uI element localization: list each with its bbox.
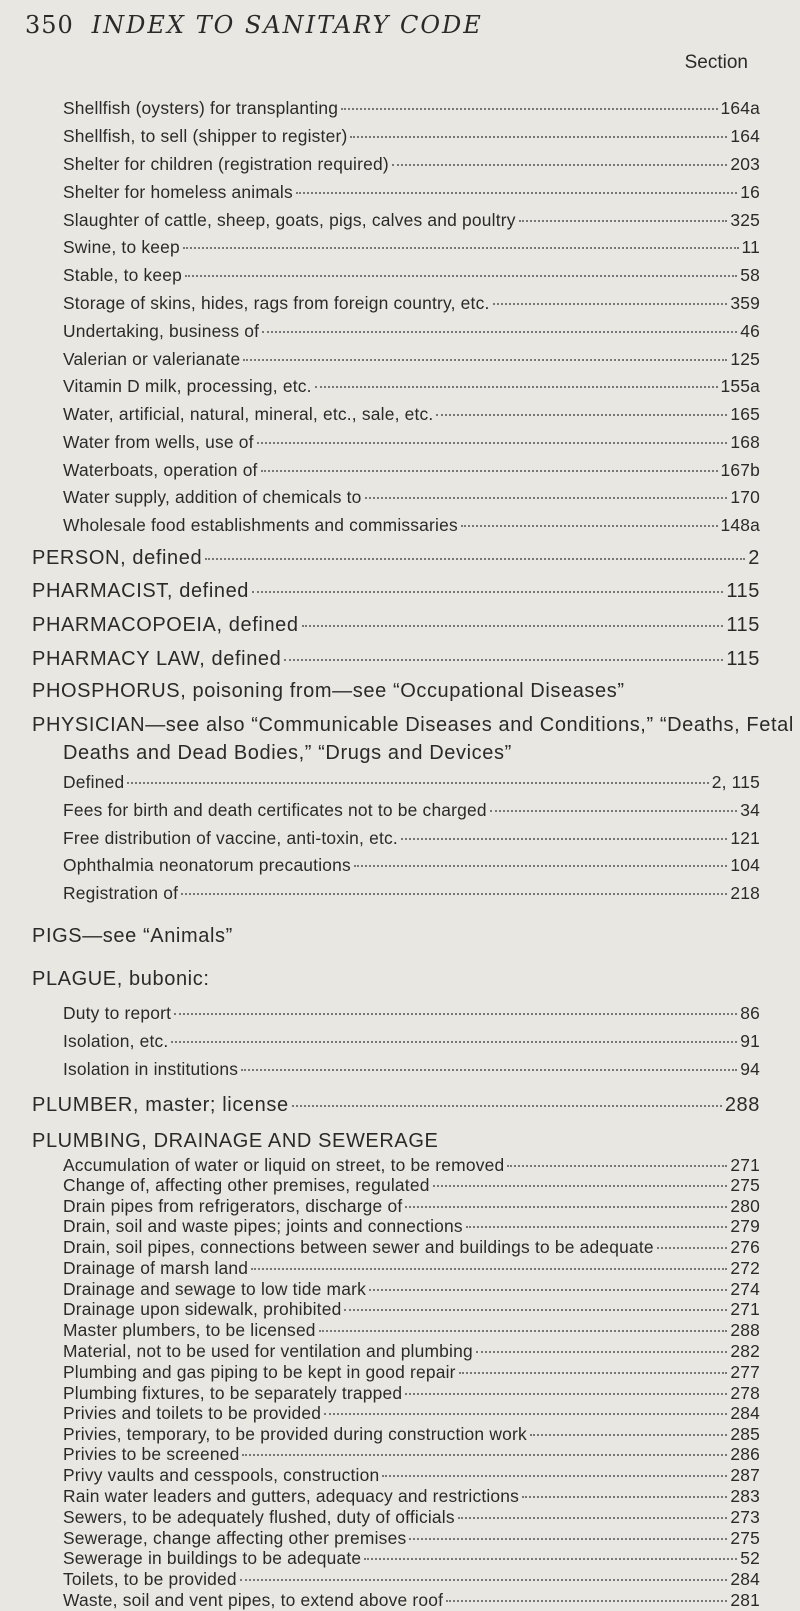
entry-section-number: 121 — [730, 828, 760, 848]
leader-dots — [458, 1517, 728, 1519]
entry-section-number: 115 — [726, 580, 760, 602]
entry-text: Shellfish, to sell (shipper to register) — [63, 126, 348, 146]
entry-section-number: 284 — [730, 1568, 760, 1589]
running-head — [25, 0, 785, 50]
entry-text: Undertaking, business of — [63, 321, 260, 341]
index-entry — [63, 1341, 760, 1362]
index-entry — [63, 1403, 760, 1424]
leader-dots — [241, 1069, 737, 1071]
index-entry — [63, 321, 760, 342]
index-entry — [63, 1590, 760, 1611]
leader-dots — [284, 659, 723, 661]
entry-section-number: 325 — [730, 210, 760, 230]
index-entry — [63, 1059, 760, 1080]
leader-dots — [461, 525, 718, 527]
leader-dots — [530, 1434, 728, 1436]
index-heading: PHYSICIAN—see also “Communicable Diseases and Conditions,” “Deaths, Fetal — [32, 714, 794, 736]
index-entry — [63, 1237, 760, 1258]
entry-section-number: 155a — [720, 376, 760, 396]
leader-dots — [519, 220, 728, 222]
entry-text: Shellfish (oysters) for transplanting — [63, 98, 339, 118]
leader-dots — [350, 136, 727, 138]
entry-section-number: 276 — [730, 1237, 760, 1258]
entry-text: Slaughter of cattle, sheep, goats, pigs, calves and poultry — [63, 210, 516, 230]
leader-dots — [409, 1538, 727, 1540]
index-entry — [32, 547, 760, 570]
leader-dots — [344, 1309, 727, 1311]
entry-section-number: 285 — [730, 1424, 760, 1445]
entry-text: Change of, affecting other premises, regulated — [63, 1174, 430, 1195]
entry-section-number: 271 — [730, 1299, 760, 1320]
entry-section-number: 272 — [730, 1258, 760, 1279]
leader-dots — [405, 1393, 727, 1395]
section-column-heading: Section — [684, 52, 748, 73]
entry-text: PHARMACOPOEIA, defined — [32, 614, 299, 636]
leader-dots — [181, 893, 727, 895]
entry-text: Drain, soil and waste pipes; joints and connections — [63, 1216, 463, 1237]
entry-text: Rain water leaders and gutters, adequacy and restrictions — [63, 1486, 520, 1507]
entry-text: Privies to be screened — [63, 1444, 240, 1465]
index-entry — [63, 1031, 760, 1052]
entry-section-number: 288 — [730, 1319, 760, 1340]
entry-text: Master plumbers, to be licensed — [63, 1319, 316, 1340]
entry-section-number: 86 — [740, 1003, 760, 1023]
index-entry — [63, 487, 760, 508]
entry-text: Isolation in institutions — [63, 1059, 239, 1079]
leader-dots — [490, 810, 737, 812]
entry-section-number: 115 — [726, 648, 760, 670]
index-entry — [63, 1196, 760, 1217]
index-entry — [63, 772, 760, 793]
entry-section-number: 125 — [730, 349, 760, 369]
entry-section-number: 164 — [730, 126, 760, 146]
index-entry — [63, 98, 760, 119]
entry-section-number: 164a — [720, 98, 760, 118]
index-entry — [32, 614, 760, 637]
entry-section-number: 275 — [730, 1174, 760, 1195]
index-entry — [63, 800, 760, 821]
index-entry — [63, 1299, 760, 1320]
leader-dots — [436, 414, 727, 416]
entry-text: Material, not to be used for ventilation and plumbing — [63, 1340, 473, 1361]
leader-dots — [493, 303, 728, 305]
leader-dots — [185, 275, 737, 277]
leader-dots — [476, 1351, 728, 1353]
leader-dots — [171, 1041, 737, 1043]
entry-section-number: 104 — [730, 855, 760, 875]
entry-text: Shelter for homeless animals — [63, 182, 293, 202]
entry-text: Waste, soil and vent pipes, to extend above roof — [63, 1589, 444, 1610]
entry-section-number: 288 — [724, 1094, 760, 1116]
index-entry — [63, 182, 760, 203]
entry-section-number: 2 — [748, 547, 760, 569]
index-entry — [63, 1383, 760, 1404]
leader-dots — [240, 1579, 728, 1581]
index-entry — [63, 883, 760, 904]
index-entry — [63, 828, 760, 849]
entry-text: PHARMACIST, defined — [32, 580, 250, 602]
entry-text: Fees for birth and death certificates not to be charged — [63, 800, 487, 820]
entry-section-number: 94 — [740, 1059, 760, 1079]
entry-text: Sewerage in buildings to be adequate — [63, 1547, 362, 1568]
leader-dots — [315, 386, 718, 388]
entry-section-number: 273 — [730, 1506, 760, 1527]
entry-section-number: 282 — [730, 1340, 760, 1361]
entry-section-number: 287 — [730, 1465, 760, 1486]
entry-text: PERSON, defined — [32, 547, 203, 569]
index-heading: Deaths and Dead Bodies,” “Drugs and Devices” — [63, 742, 512, 764]
leader-dots — [183, 247, 739, 249]
entry-text: Plumbing fixtures, to be separately trapped — [63, 1382, 403, 1403]
entry-text: Drainage and sewage to low tide mark — [63, 1279, 367, 1299]
entry-text: Drain pipes from refrigerators, discharge of — [63, 1195, 403, 1216]
index-heading: PLUMBING, DRAINAGE AND SEWERAGE — [32, 1130, 439, 1152]
entry-text: Defined — [63, 772, 125, 792]
entry-section-number: 16 — [740, 182, 760, 202]
entry-section-number: 283 — [730, 1486, 760, 1507]
entry-section-number: 170 — [730, 487, 760, 507]
entry-text: Wholesale food establishments and commissaries — [63, 515, 458, 535]
index-entry — [63, 1320, 760, 1341]
entry-section-number: 168 — [730, 432, 760, 452]
leader-dots — [261, 470, 718, 472]
entry-text: Water supply, addition of chemicals to — [63, 487, 362, 507]
entry-text: Shelter for children (registration required) — [63, 154, 389, 174]
leader-dots — [466, 1226, 728, 1228]
entry-text: Toilets, to be provided — [63, 1568, 237, 1589]
index-entry — [63, 1175, 760, 1196]
index-entry — [63, 1362, 760, 1383]
index-entry — [63, 349, 760, 370]
index-entry — [63, 265, 760, 286]
page-number: 350 — [25, 11, 74, 39]
entry-section-number: 280 — [730, 1195, 760, 1216]
index-entry — [63, 1155, 760, 1176]
entry-text: Drain, soil pipes, connections between sewer and buildings to be adequate — [63, 1237, 654, 1258]
index-entry — [63, 1003, 760, 1024]
index-entry — [63, 376, 760, 397]
leader-dots — [382, 1475, 727, 1477]
leader-dots — [433, 1185, 728, 1187]
leader-dots — [257, 442, 728, 444]
index-heading: PLAGUE, bubonic: — [32, 968, 210, 990]
entry-text: Swine, to keep — [63, 237, 180, 257]
leader-dots — [354, 865, 727, 867]
leader-dots — [174, 1013, 737, 1015]
leader-dots — [127, 782, 708, 784]
index-entry — [63, 1216, 760, 1237]
entry-section-number: 58 — [740, 265, 760, 285]
index-entry — [63, 1444, 760, 1465]
entry-text: Plumbing and gas piping to be kept in good repair — [63, 1361, 456, 1382]
index-entry — [63, 1528, 760, 1549]
leader-dots — [205, 558, 745, 560]
index-entry — [63, 126, 760, 147]
index-entry — [63, 460, 760, 481]
leader-dots — [341, 108, 717, 110]
index-entry — [63, 1424, 760, 1445]
index-entry — [63, 237, 760, 258]
leader-dots — [251, 1268, 727, 1270]
entry-text: Sewerage, change affecting other premises — [63, 1527, 407, 1548]
running-title: INDEX TO SANITARY CODE — [91, 11, 483, 39]
leader-dots — [242, 1454, 727, 1456]
entry-text: Registration of — [63, 883, 179, 903]
entry-section-number: 218 — [730, 883, 760, 903]
leader-dots — [446, 1600, 727, 1602]
leader-dots — [522, 1496, 727, 1498]
entry-section-number: 11 — [741, 237, 760, 257]
entry-text: Water from wells, use of — [63, 432, 254, 452]
entry-section-number: 115 — [726, 614, 760, 636]
entry-text: Drainage upon sidewalk, prohibited — [63, 1299, 342, 1320]
leader-dots — [369, 1289, 727, 1291]
entry-section-number: 278 — [730, 1382, 760, 1403]
leader-dots — [292, 1105, 722, 1107]
entry-text: Valerian or valerianate — [63, 349, 241, 369]
entry-section-number: 279 — [730, 1216, 760, 1237]
leader-dots — [302, 625, 724, 627]
entry-section-number: 203 — [730, 154, 760, 174]
index-entry — [63, 1507, 760, 1528]
index-entry — [63, 1279, 760, 1300]
entry-section-number: 274 — [730, 1279, 760, 1299]
entry-section-number: 46 — [740, 321, 760, 341]
index-entry — [63, 404, 760, 425]
entry-text: Accumulation of water or liquid on street, to be removed — [63, 1154, 505, 1175]
entry-section-number: 148a — [720, 515, 760, 535]
entry-text: Ophthalmia neonatorum precautions — [63, 855, 351, 875]
index-entry — [63, 1258, 760, 1279]
leader-dots — [324, 1413, 727, 1415]
index-heading: PIGS—see “Animals” — [32, 925, 233, 947]
entry-section-number: 2, 115 — [711, 772, 760, 792]
entry-text: Free distribution of vaccine, anti-toxin, etc. — [63, 828, 398, 848]
index-entry — [63, 1569, 760, 1590]
index-entry — [63, 1486, 760, 1507]
entry-section-number: 281 — [730, 1589, 760, 1610]
entry-text: Waterboats, operation of — [63, 460, 258, 480]
leader-dots — [405, 1206, 727, 1208]
entry-text: Isolation, etc. — [63, 1031, 169, 1051]
entry-section-number: 359 — [730, 293, 760, 313]
entry-text: Duty to report — [63, 1003, 172, 1023]
entry-section-number: 286 — [730, 1444, 760, 1465]
index-heading: PHOSPHORUS, poisoning from—see “Occupational Diseases” — [32, 680, 625, 702]
entry-text: Privies, temporary, to be provided during construction work — [63, 1424, 527, 1445]
index-entry — [32, 648, 760, 671]
entry-text: Storage of skins, hides, rags from foreign country, etc. — [63, 293, 490, 313]
entry-text: Sewers, to be adequately flushed, duty of officials — [63, 1506, 455, 1527]
leader-dots — [365, 497, 728, 499]
leader-dots — [401, 838, 727, 840]
entry-section-number: 275 — [730, 1527, 760, 1548]
leader-dots — [459, 1372, 728, 1374]
entry-section-number: 165 — [730, 404, 760, 424]
entry-section-number: 167b — [720, 460, 760, 480]
leader-dots — [262, 331, 737, 333]
entry-text: Stable, to keep — [63, 265, 183, 285]
index-entry — [63, 154, 760, 175]
entry-section-number: 284 — [730, 1403, 760, 1424]
entry-text: Water, artificial, natural, mineral, etc., sale, etc. — [63, 404, 434, 424]
entry-text: PHARMACY LAW, defined — [32, 648, 282, 670]
index-entry — [63, 1465, 760, 1486]
entry-text: Privies and toilets to be provided — [63, 1403, 322, 1424]
leader-dots — [252, 591, 723, 593]
leader-dots — [392, 164, 728, 166]
index-entry — [63, 293, 760, 314]
entry-text: PLUMBER, master; license — [32, 1094, 289, 1116]
leader-dots — [507, 1165, 727, 1167]
index-entry — [63, 1548, 760, 1569]
entry-section-number: 277 — [730, 1361, 760, 1382]
entry-text: Privy vaults and cesspools, construction — [63, 1465, 380, 1486]
index-entry — [63, 855, 760, 876]
leader-dots — [296, 192, 737, 194]
index-entry — [32, 580, 760, 603]
index-entry — [63, 515, 760, 536]
entry-text: Drainage of marsh land — [63, 1258, 249, 1279]
entry-section-number: 271 — [730, 1154, 760, 1175]
leader-dots — [364, 1558, 737, 1560]
leader-dots — [657, 1247, 728, 1249]
leader-dots — [243, 359, 727, 361]
entry-section-number: 52 — [740, 1547, 760, 1568]
index-entry — [32, 1094, 760, 1117]
entry-section-number: 34 — [740, 800, 760, 820]
index-entry — [63, 432, 760, 453]
index-entry — [63, 210, 760, 231]
leader-dots — [319, 1330, 728, 1332]
entry-text: Vitamin D milk, processing, etc. — [63, 376, 312, 396]
entry-section-number: 91 — [740, 1031, 760, 1051]
